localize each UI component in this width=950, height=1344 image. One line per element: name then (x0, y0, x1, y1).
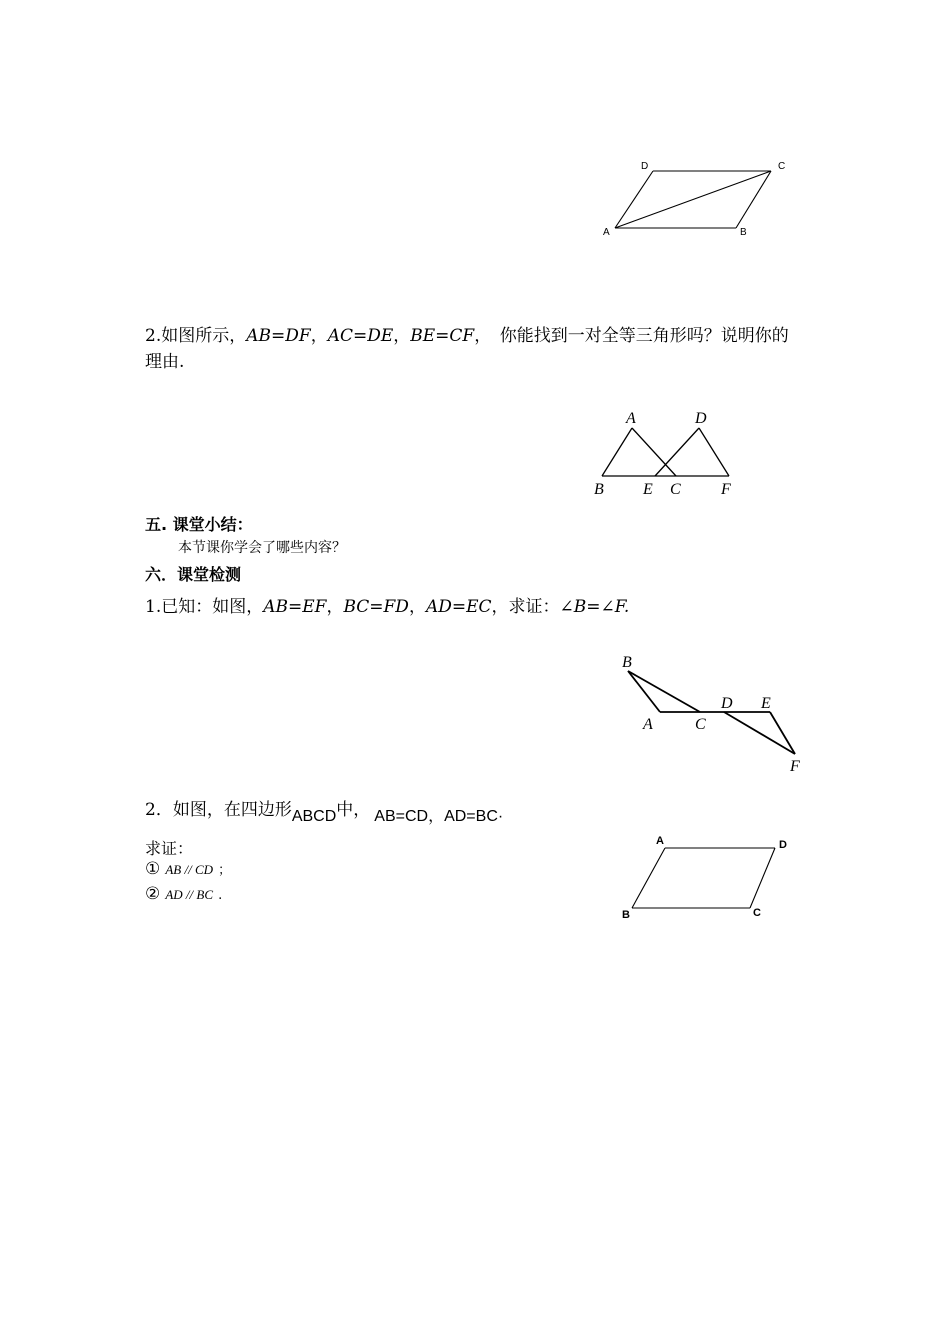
problem2-text-b: ， 你能找到一对全等三角形吗？说明你的 (474, 326, 789, 346)
check2-cond: AB=CD，AD=BC· (374, 808, 504, 825)
figure2-label-f: F (721, 481, 731, 498)
problem2-comma1: ， (310, 326, 328, 346)
figure3-label-a: A (643, 716, 653, 733)
figure3-label-c: C (695, 716, 706, 733)
section6-heading: 六．课堂检测 (145, 565, 242, 584)
problem2-number: 2. (145, 326, 162, 346)
problem2-comma2: ， (393, 326, 411, 346)
figure2-label-b: B (594, 481, 604, 498)
figure4-label-b: B (622, 909, 630, 921)
figure1-label-a: A (603, 227, 610, 238)
figure3-label-b: B (622, 654, 632, 671)
figure4-label-a: A (656, 835, 664, 847)
problem2-be-cf: BE=CF (410, 326, 475, 346)
section5-body: 本节课你学会了哪些内容？ (178, 540, 346, 556)
problem2-ab-df: AB=DF (246, 326, 311, 346)
check2-prefix: 2．如图，在四边形 (145, 800, 292, 820)
figure3-label-e: E (761, 695, 771, 712)
check2-item1-num: ① (145, 859, 161, 879)
figure1-label-d: D (641, 161, 649, 172)
figure1-label-c: C (778, 161, 786, 172)
figure2-label-d: D (695, 410, 707, 427)
check1-angle-eq: ∠B=∠F. (559, 597, 630, 617)
check2-prove: 求证： (145, 839, 194, 858)
figure2-label-a: A (626, 410, 636, 427)
problem2-text-a: 如图所示， (161, 326, 247, 346)
section5-heading: 五. 课堂小结： (145, 515, 253, 534)
check2-item2-text: AD // BC (165, 887, 214, 902)
check1-ab-ef: AB=EF (263, 597, 327, 617)
figure3-label-f: F (790, 758, 800, 775)
figure2-label-c: C (670, 481, 681, 498)
check2-item2-num: ② (145, 884, 161, 904)
figure1-label-b: B (740, 227, 747, 238)
problem2-line2: 理由. (145, 352, 185, 372)
figure4-shape (632, 848, 775, 908)
check2-item1-text: AB // CD (165, 862, 214, 877)
check2-item2-end: . (218, 888, 223, 903)
check1-comma2: ， (408, 597, 426, 617)
figure3-label-d: D (721, 695, 733, 712)
figure4-label-c: C (753, 907, 761, 919)
check1-bc-fd: BC=FD (343, 597, 409, 617)
figure2-label-e: E (643, 481, 653, 498)
problem2-ac-de: AC=DE (327, 326, 394, 346)
check2-mid: 中， (336, 800, 371, 820)
check1-suffix: ，求证： (491, 597, 560, 617)
figure4-label-d: D (779, 839, 787, 851)
check2-quad: ABCD (291, 808, 337, 825)
check1-prefix: 1.已知：如图， (145, 597, 264, 617)
check1-ad-ec: AD=EC (425, 597, 492, 617)
check2-item1-end: ； (218, 863, 232, 878)
check1-comma1: ， (326, 597, 344, 617)
